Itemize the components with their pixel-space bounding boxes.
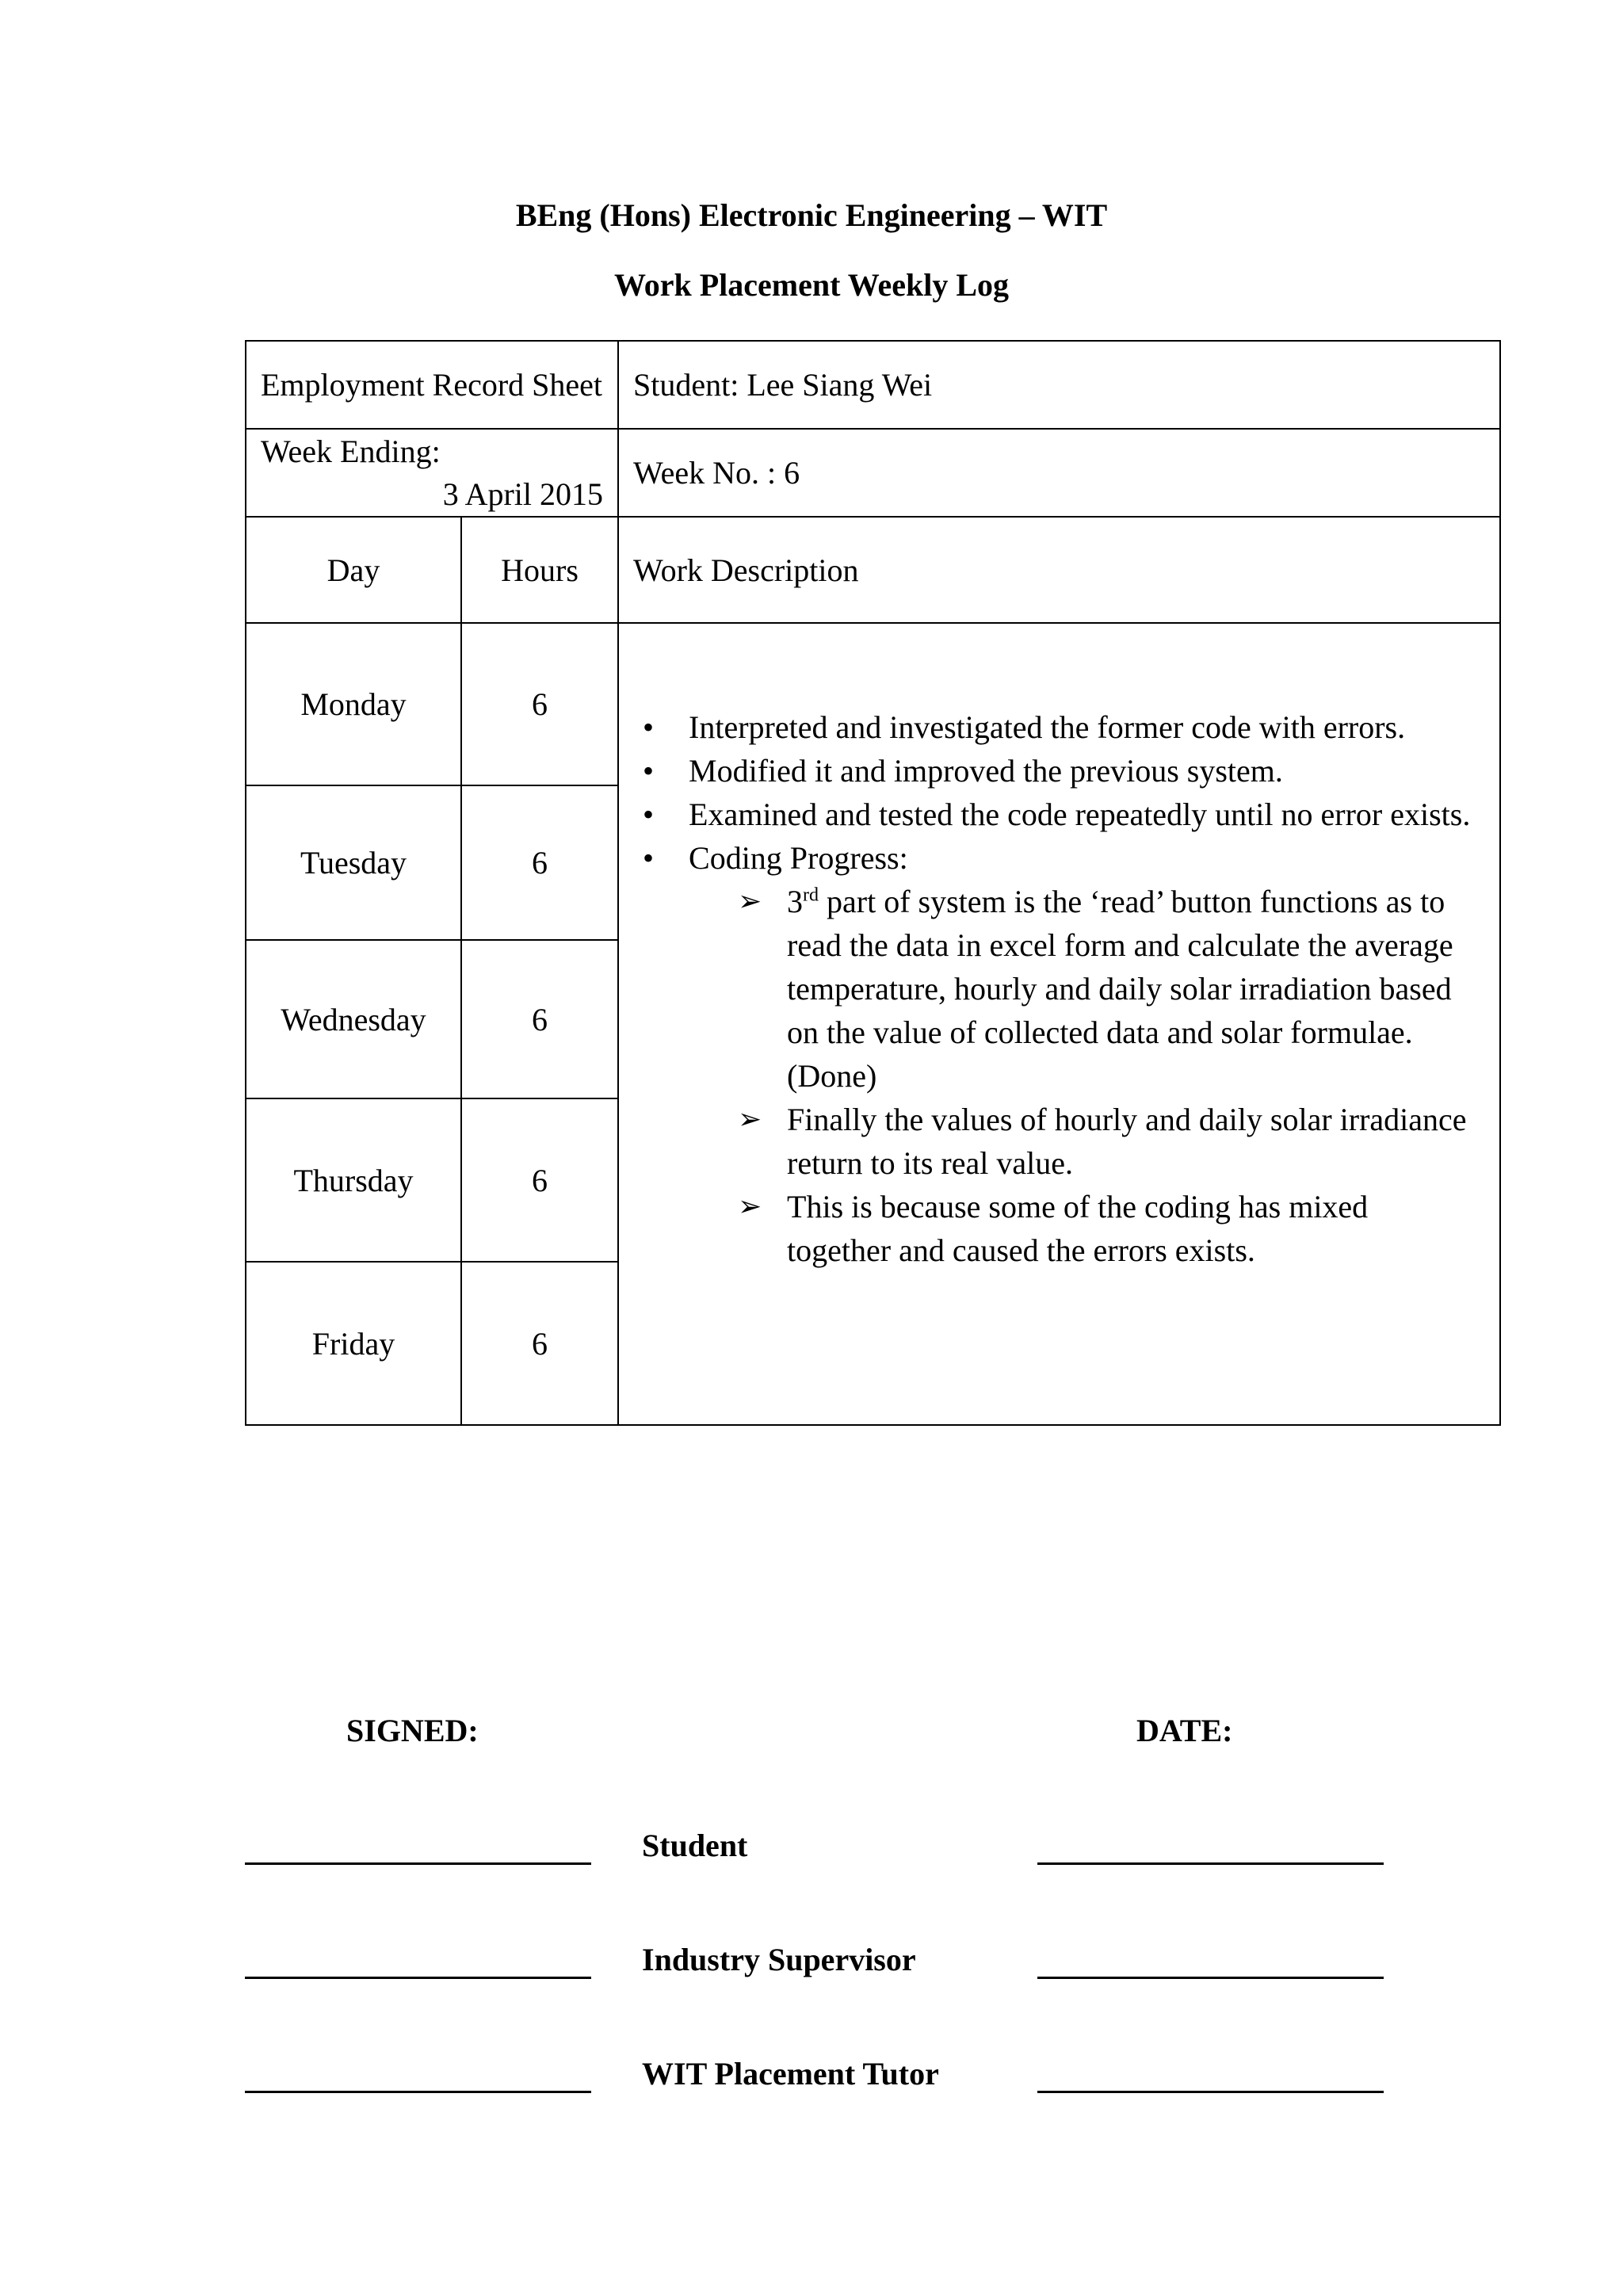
day-column-header: Day [246,517,461,623]
coding-progress-label: Coding Progress: [689,840,908,876]
hours-cell: 6 [461,623,618,785]
description-column-header: Work Description [618,517,1500,623]
day-cell: Tuesday [246,785,461,940]
document-title: BEng (Hons) Electronic Engineering – WIT [515,197,1108,233]
ordinal-suffix: rd [803,884,819,906]
date-line-supervisor [1037,1977,1384,1979]
day-cell: Wednesday [246,940,461,1098]
day-cell: Thursday [246,1098,461,1262]
coding-progress-list [689,880,1479,1272]
list-item [633,836,1479,1272]
hours-cell: 6 [461,1262,618,1425]
document-subtitle: Work Placement Weekly Log [613,267,1010,303]
week-row [246,429,1500,517]
work-description-cell [618,623,1500,1425]
sub-list-item: ➢ Finally the values of hourly and daily solar irradiance return to its real value. [689,1098,1479,1185]
weekly-log-table [245,340,1501,1426]
role-student: Student [642,1828,748,1863]
signed-heading: SIGNED: [346,1713,479,1748]
signature-line-supervisor [245,1977,591,1979]
description-list [633,705,1479,1272]
signature-line-tutor [245,2091,591,2093]
date-heading: DATE: [1136,1713,1233,1748]
column-header-row [246,517,1500,623]
sub-list-item [689,880,1479,1098]
sub-item-text: part of system is the ‘read’ button functions as to read the data in excel form and calculate the average temperature, hourly and daily solar irradiation based on the value of collected data and solar formulae. (Done) [787,884,1453,1094]
hours-cell: 6 [461,940,618,1098]
record-row [246,341,1500,429]
hours-cell: 6 [461,1098,618,1262]
list-item: • Examined and tested the code repeatedly until no error exists. [633,793,1479,836]
day-cell: Monday [246,623,461,785]
student-name: Student: Lee Siang Wei [618,341,1500,429]
role-industry-supervisor: Industry Supervisor [642,1942,916,1977]
ordinal-number: 3 [787,884,804,919]
role-placement-tutor: WIT Placement Tutor [642,2056,939,2092]
date-line-tutor [1037,2091,1384,2093]
employment-record-label: Employment Record Sheet [246,341,618,429]
week-ending-date: 3 April 2015 [442,476,604,512]
sub-list-item: ➢ This is because some of the coding has mixed together and caused the errors exists. [689,1185,1479,1272]
list-item: • Modified it and improved the previous system. [633,749,1479,793]
hours-cell: 6 [461,785,618,940]
list-item: • Interpreted and investigated the former code with errors. [633,705,1479,749]
date-line-student [1037,1862,1384,1865]
week-ending-label: Week Ending: [261,433,441,469]
day-cell: Friday [246,1262,461,1425]
day-row [246,623,1500,785]
week-number: Week No. : 6 [618,429,1500,517]
week-ending-cell [246,429,618,517]
hours-column-header: Hours [461,517,618,623]
signature-line-student [245,1862,591,1865]
